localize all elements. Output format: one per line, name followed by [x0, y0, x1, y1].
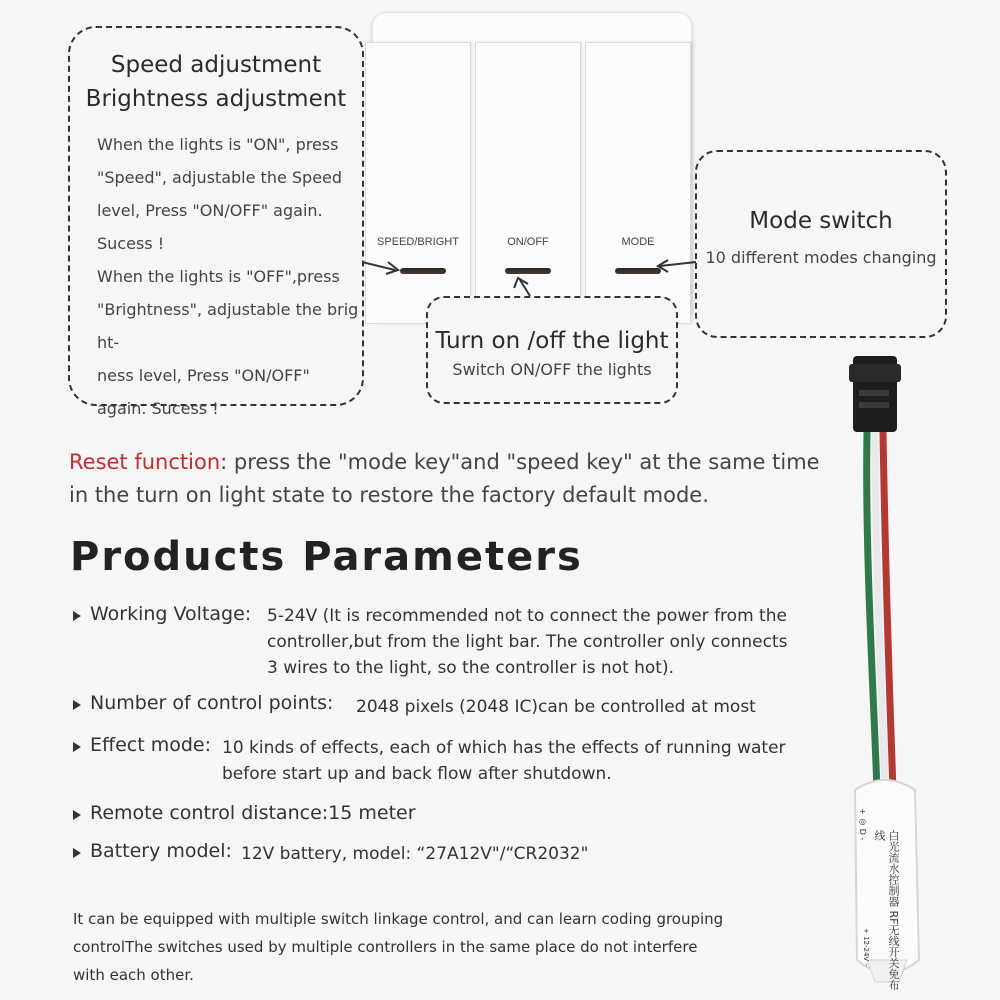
bullet-triangle-icon	[73, 848, 81, 858]
param-voltage-value: 5-24V (It is recommended not to connect the power from the controller,but from the light bar. The controller only connects 3 wires to the light, so the controller is not hot).	[267, 606, 788, 678]
mode-desc: 10 different modes changing	[705, 248, 937, 267]
param-battery-value: 12V battery, model: “27A12V"/“CR2032"	[241, 844, 589, 864]
bullet-triangle-icon	[73, 611, 81, 621]
reset-label: Reset function	[69, 450, 221, 474]
param-voltage-label: Working Voltage:	[90, 603, 252, 625]
param-effect-value: 10 kinds of effects, each of which has the effects of running water before start up and back flow after shutdown.	[222, 738, 786, 784]
mode-title: Mode switch	[749, 208, 893, 234]
device-label-line2: RF无线开关免布线	[873, 830, 900, 991]
products-title: Products Parameters	[70, 534, 583, 580]
reset-text-2: in the turn on light state to restore the factory default mode.	[69, 483, 709, 507]
bullet-triangle-icon	[73, 700, 81, 710]
param-control-points-label: Number of control points:	[90, 692, 334, 714]
reset-function-text	[69, 446, 869, 512]
param-battery-label: Battery model:	[90, 840, 232, 862]
device-label	[870, 830, 900, 1000]
turn-desc: Switch ON/OFF the lights	[452, 360, 652, 379]
turn-title: Turn on /off the light	[435, 328, 669, 354]
param-control-points-value: 2048 pixels (2048 IC)can be controlled at most	[356, 697, 756, 717]
on-off-label: ON/OFF	[507, 236, 549, 248]
param-distance-label: Remote control distance:15 meter	[90, 802, 416, 824]
device-bottom-marks: + 12-24V -	[862, 928, 870, 966]
device-top-marks: + ◎ D -	[858, 808, 867, 841]
mode-label: MODE	[621, 236, 655, 248]
brightness-title: Brightness adjustment	[85, 86, 347, 112]
device-label-line1: 白光流水控制器	[887, 830, 900, 907]
speed-instructions: When the lights is "ON", press "Speed", adjustable the Speed level, Press "ON/OFF" again. Sucess ! When the lights is "OFF",press "Brightness", adjustable the brig ht- ness level, Press "ON/OFF" again. Sucess !	[97, 135, 359, 418]
speed-title: Speed adjustment	[110, 52, 322, 78]
bullet-triangle-icon	[73, 742, 81, 752]
reset-text-1: : press the "mode key"and "speed key" at the same time	[220, 450, 820, 474]
speed-bright-label: SPEED/BRIGHT	[377, 236, 459, 248]
bullet-triangle-icon	[73, 810, 81, 820]
param-effect-label: Effect mode:	[90, 734, 212, 756]
footer-note: It can be equipped with multiple switch linkage control, and can learn coding grouping controlThe switches used by multiple controllers in the same place do not interfere with each other.	[73, 910, 724, 984]
